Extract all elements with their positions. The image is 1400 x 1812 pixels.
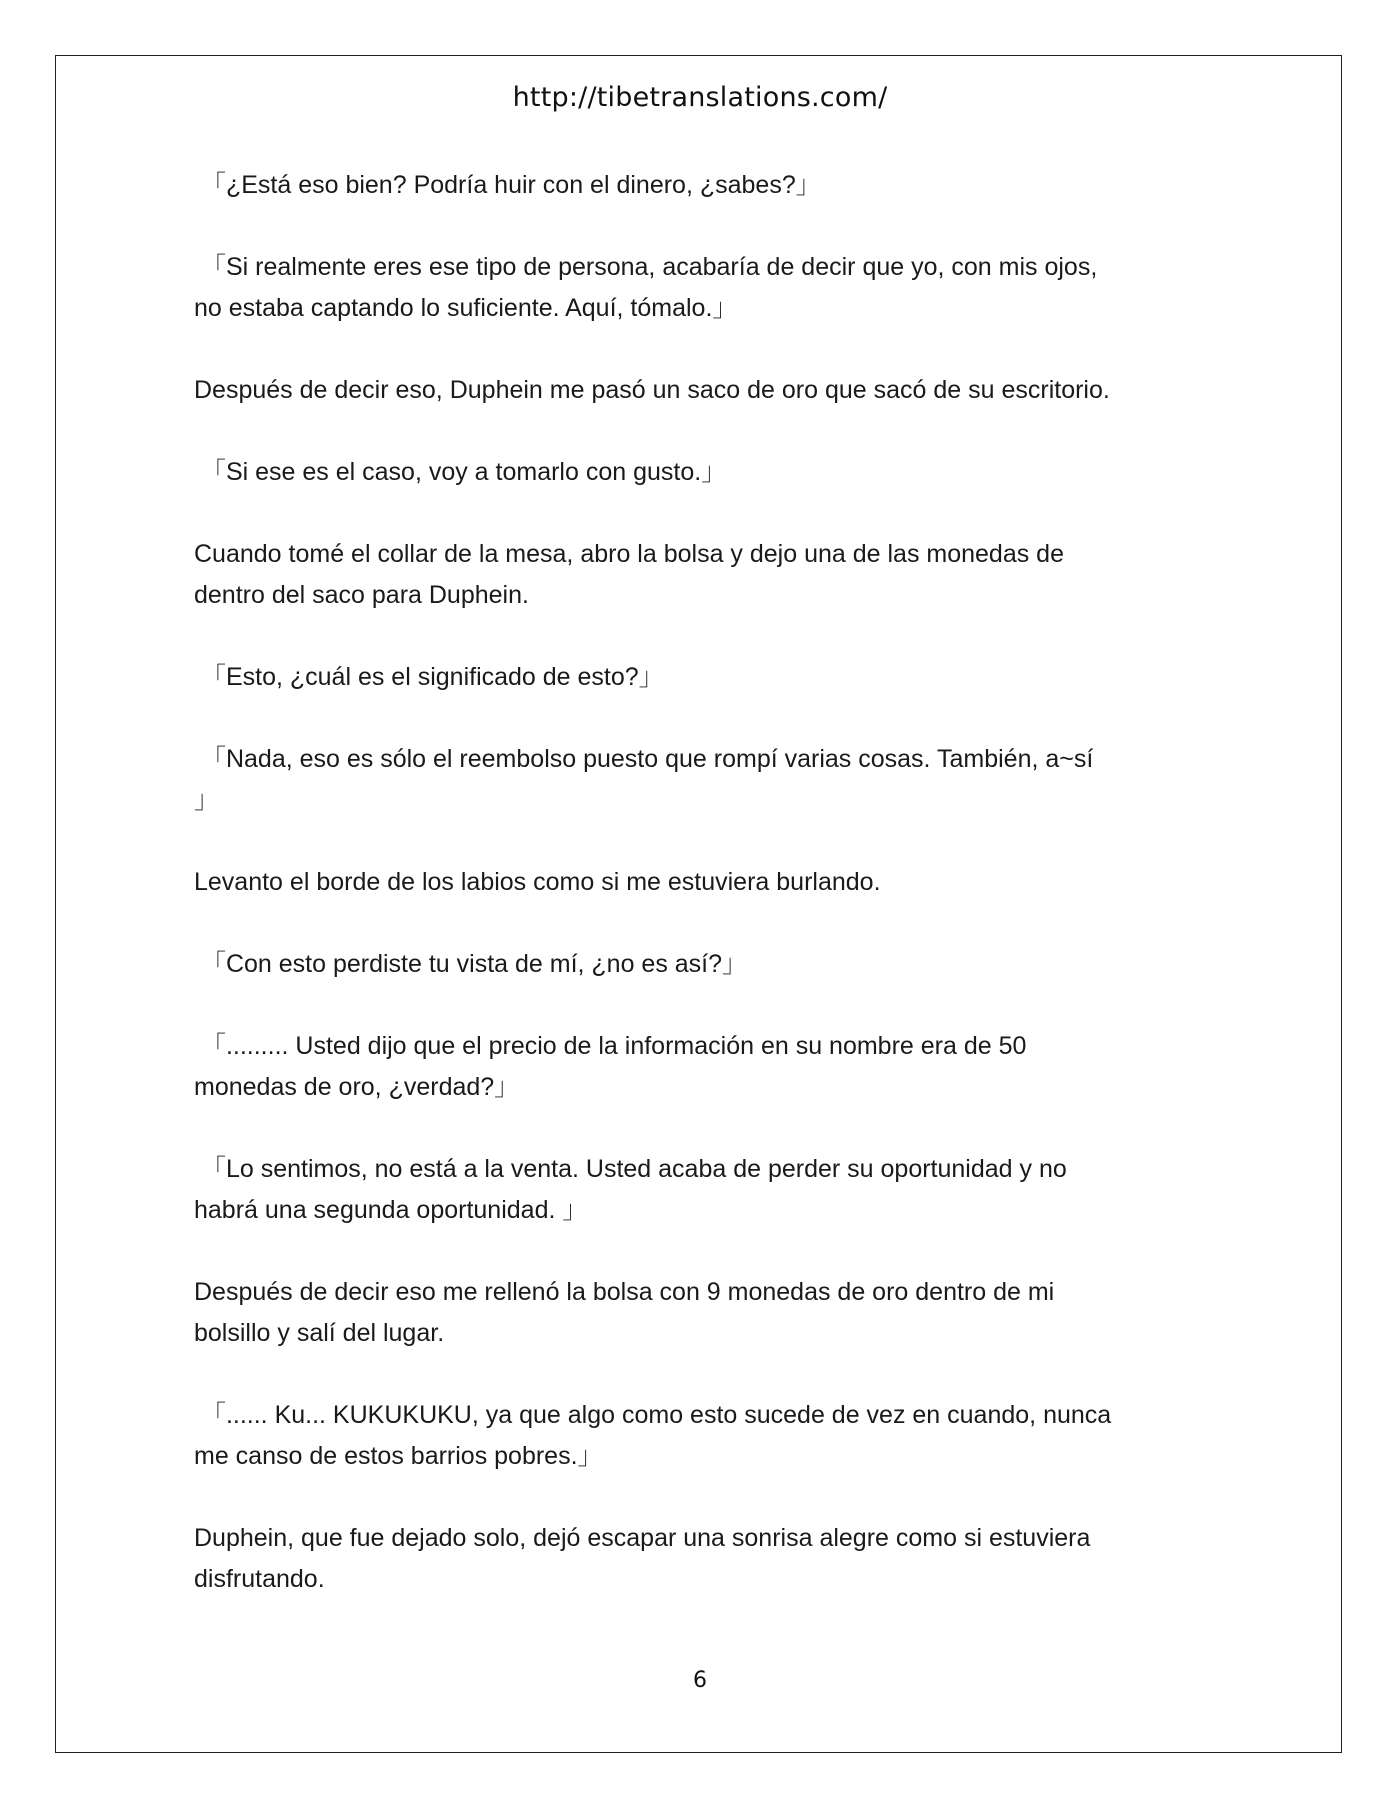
paragraph: Levanto el borde de los labios como si me estuviera burlando. <box>194 868 881 896</box>
paragraph: 「Esto, ¿cuál es el significado de esto?」 <box>194 663 664 691</box>
paragraph: 「...... Ku... KUKUKUKU, ya que algo como esto sucede de vez en cuando, nunca me canso de estos barrios pobres.」 <box>194 1401 1112 1470</box>
document-body <box>194 165 1214 1641</box>
paragraph: 「Con esto perdiste tu vista de mí, ¿no es así?」 <box>194 950 748 978</box>
paragraph: Después de decir eso, Duphein me pasó un saco de oro que sacó de su escritorio. <box>194 376 1110 404</box>
page-number: 6 <box>693 1668 707 1693</box>
paragraph: Cuando tomé el collar de la mesa, abro la bolsa y dejo una de las monedas de dentro del saco para Duphein. <box>194 540 1064 609</box>
paragraph: 「Si realmente eres ese tipo de persona, acabaría de decir que yo, con mis ojos, no estaba captando lo suficiente. Aquí, tómalo.」 <box>194 253 1098 322</box>
header-url: http://tibetranslations.com/ <box>512 82 888 113</box>
paragraph: 「Nada, eso es sólo el reembolso puesto que rompí varias cosas. También, a~sí 」 <box>194 745 1094 814</box>
paragraph: 「Si ese es el caso, voy a tomarlo con gusto.」 <box>194 458 727 486</box>
paragraph: 「Lo sentimos, no está a la venta. Usted acaba de perder su oportunidad y no habrá una segunda oportunidad. 」 <box>194 1155 1067 1224</box>
paragraph: Duphein, que fue dejado solo, dejó escapar una sonrisa alegre como si estuviera disfrutando. <box>194 1524 1091 1593</box>
paragraph: Después de decir eso me rellenó la bolsa con 9 monedas de oro dentro de mi bolsillo y salí del lugar. <box>194 1278 1055 1347</box>
paragraph: 「......... Usted dijo que el precio de la información en su nombre era de 50 monedas de oro, ¿verdad?」 <box>194 1032 1027 1101</box>
paragraph: 「¿Está eso bien? Podría huir con el dinero, ¿sabes?」 <box>194 171 821 199</box>
